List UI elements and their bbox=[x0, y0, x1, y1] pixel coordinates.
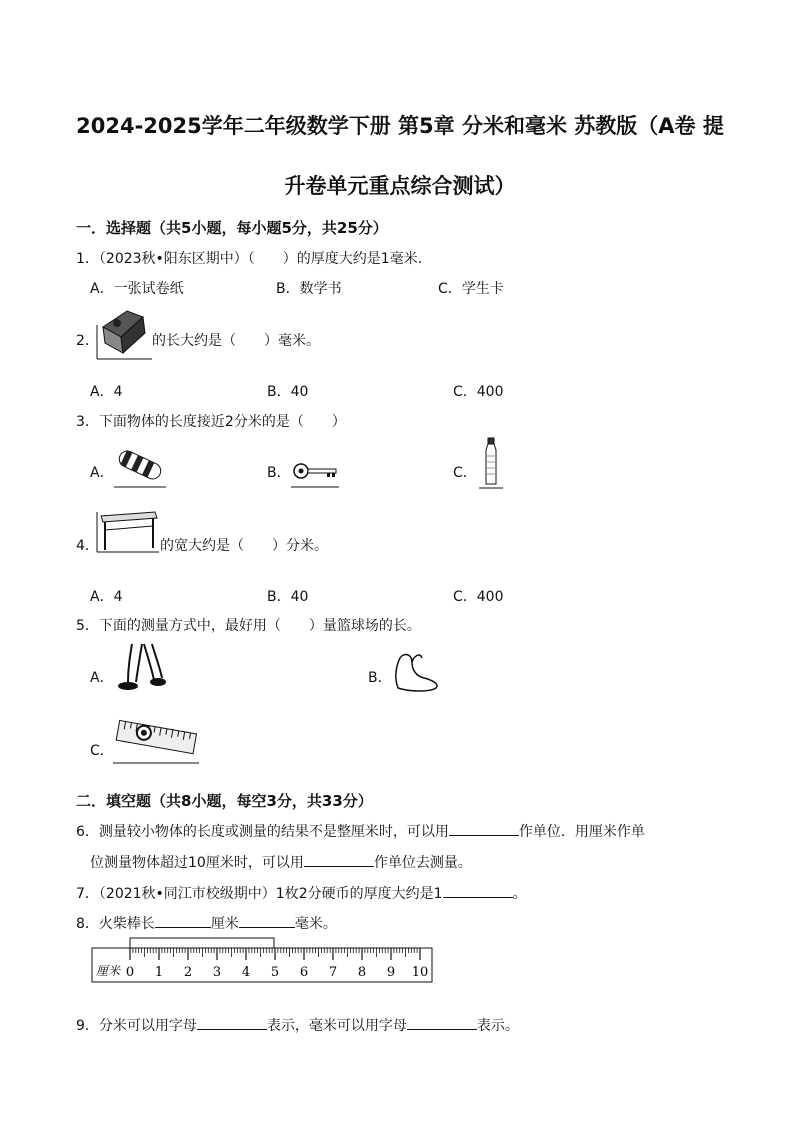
question-7 bbox=[76, 883, 527, 903]
desk-image bbox=[97, 508, 159, 553]
answer-blank[interactable] bbox=[155, 915, 211, 928]
question-8 bbox=[76, 913, 337, 933]
ruler-tick-label: 0 bbox=[125, 965, 135, 980]
question-text: 作单位去测量。 bbox=[373, 855, 472, 871]
q3-option-a[interactable]: A． bbox=[90, 465, 114, 481]
q1-option-b[interactable]: B．数学书 bbox=[276, 281, 342, 297]
matchstick bbox=[130, 938, 274, 948]
question-text: 厘米 bbox=[210, 916, 239, 932]
q3-option-b[interactable]: B． bbox=[267, 465, 291, 481]
q2-option-b[interactable]: B．40 bbox=[267, 384, 309, 400]
answer-blank[interactable] bbox=[443, 885, 513, 898]
question-1 bbox=[76, 248, 432, 268]
section-heading-fill: 二．填空题（共8小题，每空3分，共33分） bbox=[76, 792, 373, 810]
question-6 bbox=[76, 821, 645, 841]
question-text: 表示，毫米可以用字母 bbox=[266, 1018, 407, 1034]
q5-option-c[interactable]: C． bbox=[90, 743, 114, 759]
q5-option-b[interactable]: B． bbox=[368, 670, 392, 686]
question-4-text: 的宽大约是（ ）分米。 bbox=[160, 538, 328, 554]
question-number: 6． bbox=[76, 824, 99, 840]
ruler-with-magnifier-image bbox=[113, 713, 199, 765]
answer-blank[interactable] bbox=[407, 1017, 477, 1030]
question-text: 测量较小物体的长度或测量的结果不是整厘米时，可以用 bbox=[98, 824, 449, 840]
question-text: 。 bbox=[512, 886, 527, 902]
question-5 bbox=[76, 615, 421, 635]
q4-option-a[interactable]: A．4 bbox=[90, 589, 123, 605]
ruler-body bbox=[92, 948, 432, 982]
question-3 bbox=[76, 411, 346, 431]
question-number: 9． bbox=[76, 1018, 99, 1034]
question-text: 作单位．用厘米作单 bbox=[518, 824, 645, 840]
question-2-text: 的长大约是（ ）毫米。 bbox=[152, 333, 320, 349]
q1-option-c[interactable]: C．学生卡 bbox=[438, 281, 504, 297]
walking-steps-image bbox=[114, 642, 166, 692]
question-text: 表示。 bbox=[476, 1018, 519, 1034]
ruler-tick-label: 6 bbox=[299, 965, 309, 980]
candy-image bbox=[114, 445, 166, 489]
ruler-tick-label: 9 bbox=[386, 965, 396, 980]
question-number: 7． bbox=[76, 886, 99, 902]
ruler-tick-label: 1 bbox=[154, 965, 164, 980]
ruler-figure bbox=[92, 938, 432, 984]
page-title-line2: 升卷单元重点综合测试） bbox=[284, 174, 516, 198]
question-2-number: 2． bbox=[76, 333, 99, 349]
question-text: （2021秋•同江市校级期中）1枚2分硬币的厚度大约是1 bbox=[98, 886, 443, 902]
question-number: 1． bbox=[76, 251, 99, 267]
hand-span-image bbox=[390, 648, 442, 692]
ruler-tick-label: 8 bbox=[357, 965, 367, 980]
answer-blank[interactable] bbox=[239, 915, 295, 928]
question-9 bbox=[76, 1015, 519, 1035]
ruler-tick-label: 4 bbox=[241, 965, 251, 980]
q2-option-c[interactable]: C．400 bbox=[453, 384, 504, 400]
ruler-unit-label: 厘米 bbox=[96, 964, 121, 978]
q2-option-a[interactable]: A．4 bbox=[90, 384, 123, 400]
question-6-line2 bbox=[90, 852, 472, 872]
question-text: （2023秋•阳东区期中）（ ）的厚度大约是1毫米． bbox=[98, 251, 432, 267]
question-4-number: 4． bbox=[76, 538, 99, 554]
answer-blank[interactable] bbox=[304, 854, 374, 867]
q4-option-b[interactable]: B．40 bbox=[267, 589, 309, 605]
ruler-tick-label: 5 bbox=[270, 965, 280, 980]
pencil-sharpener-image bbox=[97, 305, 152, 360]
q1-option-a[interactable]: A．一张试卷纸 bbox=[90, 281, 184, 297]
q5-option-a[interactable]: A． bbox=[90, 670, 114, 686]
question-text: 火柴棒长 bbox=[98, 916, 155, 932]
answer-blank[interactable] bbox=[197, 1017, 267, 1030]
bottle-image bbox=[479, 436, 503, 490]
ruler-tick-label: 10 bbox=[411, 965, 429, 980]
ruler-tick-label: 7 bbox=[328, 965, 338, 980]
q4-option-c[interactable]: C．400 bbox=[453, 589, 504, 605]
answer-blank[interactable] bbox=[449, 823, 519, 836]
question-text: 位测量物体超过10厘米时，可以用 bbox=[90, 855, 304, 871]
section-heading-choice: 一．选择题（共5小题，每小题5分，共25分） bbox=[76, 219, 388, 237]
question-text: 下面物体的长度接近2分米的是（ ） bbox=[98, 414, 346, 430]
question-text: 毫米。 bbox=[294, 916, 337, 932]
question-number: 5． bbox=[76, 618, 99, 634]
question-text: 分米可以用字母 bbox=[98, 1018, 197, 1034]
key-image bbox=[291, 455, 341, 489]
question-number: 8． bbox=[76, 916, 99, 932]
ruler-tick-label: 3 bbox=[212, 965, 222, 980]
page-title: 2024-2025学年二年级数学下册 第5章 分米和毫米 苏教版（A卷 提 bbox=[76, 114, 724, 138]
question-number: 3． bbox=[76, 414, 99, 430]
ruler-tick-label: 2 bbox=[183, 965, 193, 980]
q3-option-c[interactable]: C． bbox=[453, 465, 477, 481]
question-text: 下面的测量方式中，最好用（ ）量篮球场的长。 bbox=[98, 618, 421, 634]
